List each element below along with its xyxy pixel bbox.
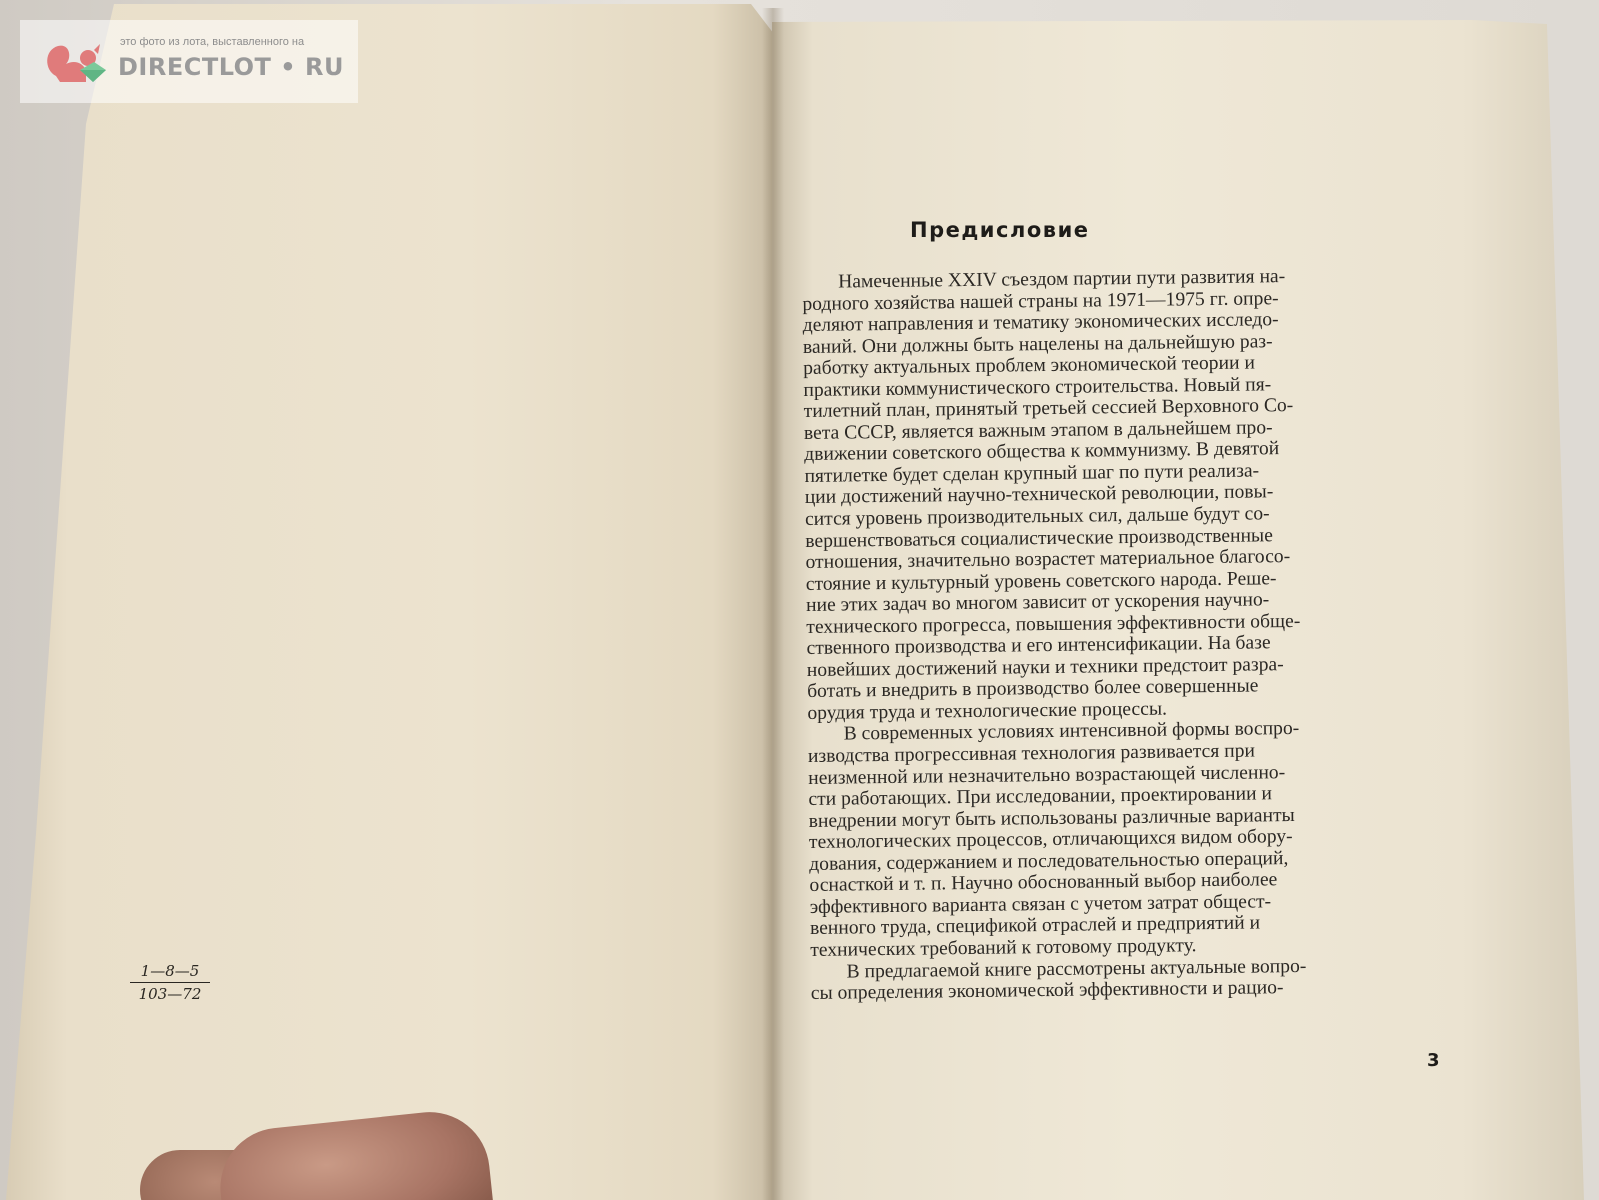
publication-code-numerator: 1—8—5: [130, 962, 210, 983]
text-line: ваний. Они должны быть нацелены на дальнейшую раз-: [802, 330, 1273, 358]
text-line: ственного производства и его интенсификации. На базе: [806, 632, 1271, 660]
text-line: сится уровень производительных сил, дальше будут со-: [804, 503, 1270, 530]
text-line: тилетний план, принятый третьей сессией Верховного Со-: [803, 395, 1294, 423]
left-page: [6, 4, 774, 1200]
text-line: работку актуальных проблем экономической теории и: [803, 352, 1256, 380]
text-line: ции достижений научно-технической революции, повы-: [804, 481, 1274, 509]
text-line: отношения, значительно возрастет материальное благосо-: [805, 546, 1291, 574]
text-line: Намеченные XXIV съездом партии пути развития на-: [837, 266, 1286, 293]
text-line: ботать и внедрить в производство более совершенные: [807, 675, 1259, 703]
text-line: сти работающих. При исследовании, проектировании и: [808, 783, 1273, 811]
text-line: движении советского общества к коммунизму. В девятой: [804, 438, 1280, 466]
publication-code: [130, 962, 210, 1003]
text-line: дования, содержанием и последовательностью операций,: [809, 847, 1289, 875]
text-line: технологических процессов, отличающихся видом обору-: [808, 826, 1293, 854]
text-line: практики коммунистического строительства. Новый пя-: [803, 374, 1272, 401]
text-line: В предлагаемой книге рассмотрены актуальные вопро-: [846, 955, 1307, 983]
text-line: технического прогресса, повышения эффективности обще-: [806, 610, 1301, 638]
text-line: технических требований к готовому продукту.: [810, 935, 1197, 961]
text-line: родного хозяйства нашей страны на 1971—1975 гг. опре-: [802, 287, 1279, 315]
text-line: ние этих задач во многом зависит от ускорения научно-: [805, 589, 1270, 617]
watermark-caption: это фото из лота, выставленного на: [120, 36, 305, 48]
watermark: [20, 20, 358, 103]
text-line: венного труда, спецификой отраслей и предприятий и: [809, 912, 1261, 940]
text-line: оснасткой и т. п. Научно обоснованный выбор наиболее: [809, 869, 1278, 897]
text-line: сы определения экономической эффективности и рацио-: [810, 977, 1284, 1004]
text-line: вета СССР, является важным этапом в дальнейшем про-: [803, 417, 1273, 444]
text-line: деляют направления и тематику экономических исследо-: [802, 309, 1279, 337]
text-line: новейших достижений науки и техники предстоит разра-: [806, 653, 1284, 681]
squirrel-logo-icon: [42, 36, 112, 90]
body-text: [802, 264, 1451, 1004]
text-line: пятилетке будет сделан крупный шаг по пути реализа-: [804, 460, 1260, 487]
text-line: стояние и культурный уровень советского народа. Реше-: [805, 567, 1277, 595]
text-line: В современных условиях интенсивной формы воспро-: [843, 718, 1300, 746]
watermark-brand: DIRECTLOT • RU: [118, 53, 344, 81]
text-line: орудия труда и технологические процессы.: [807, 698, 1168, 724]
page-heading: Предисловие: [910, 218, 1090, 242]
text-line: неизменной или незначительно возрастающей численно-: [808, 761, 1286, 789]
text-line: внедрении могут быть использованы различные варианты: [808, 804, 1295, 832]
text-line: эффективного варианта связан с учетом затрат общест-: [809, 891, 1272, 918]
text-line: вершенствоваться социалистические производственные: [805, 524, 1273, 552]
book-gutter: [762, 8, 784, 1200]
publication-code-denominator: 103—72: [138, 985, 202, 1003]
text-line: изводства прогрессивная технология развивается при: [807, 740, 1256, 767]
page-number: 3: [1427, 1050, 1440, 1071]
